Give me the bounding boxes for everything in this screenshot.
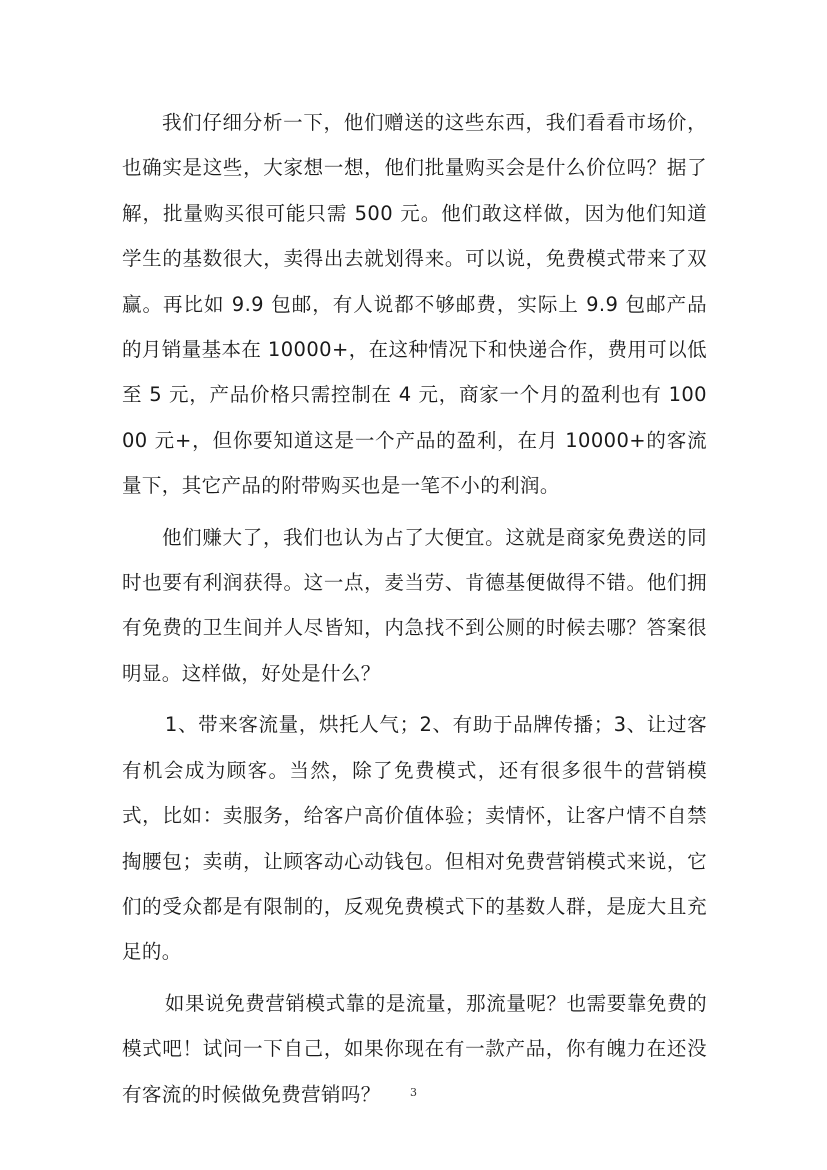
page-number: 3: [410, 1086, 417, 1099]
body-text: [122, 100, 707, 1117]
paragraph-4: 如果说免费营销模式靠的是流量，那流量呢？也需要靠免费的模式吧！试问一下自己，如果你现在有一款产品，你有魄力在还没有客流的时候做免费营销吗？: [122, 991, 707, 1106]
paragraph-2: 他们赚大了，我们也认为占了大便宜。这就是商家免费送的同时也要有利润获得。这一点，麦当劳、肯德基便做得不错。他们拥有免费的卫生间并人尽皆知，内急找不到公厕的时候去哪？答案很明显。这样做，好处是什么？: [122, 525, 707, 685]
paragraph-3: 1、带来客流量，烘托人气；2、有助于品牌传播；3、让过客有机会成为顾客。当然，除了免费模式，还有很多很牛的营销模式，比如：卖服务，给客户高价值体验；卖情怀，让客户情不自禁掏腰包；卖萌，让顾客动心动钱包。但相对免费营销模式来说，它们的受众都是有限制的，反观免费模式下的基数人群，是庞大且充足的。: [122, 713, 707, 964]
paragraph-1: 我们仔细分析一下，他们赠送的这些东西，我们看看市场价，也确实是这些，大家想一想，他们批量购买会是什么价位吗？据了解，批量购买很可能只需 500 元。他们敢这样做，因为他们知道学生的基数很大，卖得出去就划得来。可以说，免费模式带来了双赢。再比如 9.9 包邮，有人说都不够邮费，实际上 9.9 包邮产品的月销量基本在 10000+，在这种情况下和快递合作，费用可以低至 5 元，产品价格只需控制在 4 元，商家一个月的盈利也有 10000 元+，但你要知道这是一个产品的盈利，在月 10000+的客流量下，其它产品的附带购买也是一笔不小的利润。: [122, 111, 707, 498]
